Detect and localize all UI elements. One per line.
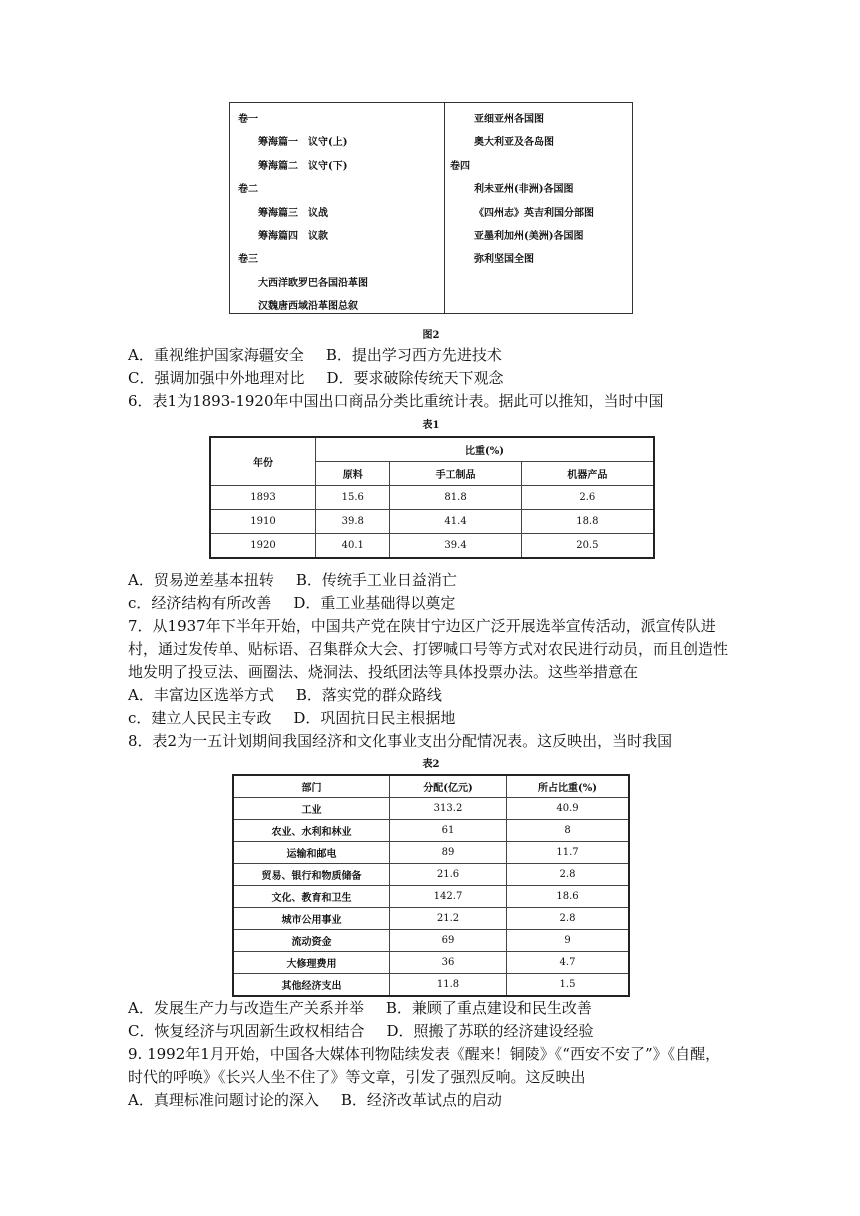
fig-left-line: 卷二 [238,184,258,196]
t2-dept: 运输和邮电 [233,842,390,864]
table-row [233,864,629,886]
t2-cell: 1.5 [507,974,630,997]
t1-cell: 18.8 [521,510,654,534]
t1-header-year: 年份 [210,437,316,486]
t2-header: 所占比重(%) [507,775,630,798]
q7-option-c[interactable]: c．建立人民民主专政 [128,709,272,727]
q6-option-a[interactable]: A．贸易逆差基本扭转 [128,571,274,589]
fig-left-line: 筹海篇一 议守(上) [258,137,348,149]
fig-right-line: 亚墨利加州(美洲)各国图 [474,230,584,242]
fig-right-line: 奥大利亚及各岛图 [474,137,554,149]
figure-2-caption: 图2 [422,330,440,341]
t1-year: 1910 [210,510,316,534]
q5-options-row-2 [128,368,504,388]
fig-right-line: 利未亚州(非洲)各国图 [474,184,574,196]
fig-right-line: 弥利坚国全图 [474,254,534,266]
q6-option-b[interactable]: B．传统手工业日益消亡 [295,571,457,589]
t2-dept: 大修理费用 [233,952,390,974]
q8-option-a[interactable]: A．发展生产力与改造生产关系并举 [128,999,364,1017]
fig-left-line: 卷一 [238,114,258,125]
figure-divider [444,103,445,313]
t1-cell: 41.4 [390,510,521,534]
q8-stem: 8．表2为一五计划期间我国经济和文化事业支出分配情况表。这反映出，当时我国 [128,732,673,750]
t1-col-header: 手工制品 [390,462,521,486]
t2-cell: 18.6 [507,886,630,908]
table-1 [209,436,655,559]
figure-right-column [450,108,594,272]
q7-stem-line-1: 7．从1937年下半年开始，中国共产党在陕甘宁边区广泛开展选举宣传活动，派宣传队进 [128,617,716,635]
table-row [210,510,654,534]
q9-stem-line-1: 9. 1992年1月开始，中国各大媒体刊物陆续发表《醒来！铜陵》《“西安不安了”》《自醒， [128,1045,721,1063]
q8-options-row-1 [128,998,592,1018]
t1-header-ratio: 比重(%) [316,437,655,462]
table-row [233,820,629,842]
fig-left-line: 汉魏唐西域沿革图总叙 [258,301,358,313]
q7-stem-line-2: 村，通过发传单、贴标语、召集群众大会、打锣喊口号等方式对农民进行动员，而且创造性 [128,640,729,658]
q9-option-b[interactable]: B．经济改革试点的启动 [340,1091,502,1109]
t2-cell: 40.9 [507,798,630,820]
t2-cell: 8 [507,820,630,842]
table-1-title: 表1 [422,420,440,431]
t2-dept: 工业 [233,798,390,820]
t1-year: 1893 [210,486,316,510]
q6-option-d[interactable]: D．重工业基础得以奠定 [293,594,456,612]
table-row [233,974,629,997]
t2-cell: 61 [390,820,507,842]
fig-left-line: 大西洋欧罗巴各国沿革图 [258,277,368,289]
table-row [210,486,654,510]
t2-dept: 流动资金 [233,930,390,952]
q6-stem: 6．表1为1893-1920年中国出口商品分类比重统计表。据此可以推知，当时中国 [128,392,664,410]
q7-options-row-2 [128,708,455,728]
q8-option-b[interactable]: B．兼顾了重点建设和民生改善 [385,999,592,1017]
table-row [233,842,629,864]
q7-option-d[interactable]: D．巩固抗日民主根据地 [293,709,456,727]
t2-dept: 贸易、银行和物质储备 [233,864,390,886]
table-row [233,930,629,952]
fig-right-line: 《四州志》英吉利国分部图 [474,207,594,219]
fig-left-line: 筹海篇二 议守(下) [258,160,348,172]
t2-cell: 11.8 [390,974,507,997]
t2-dept: 农业、水利和林业 [233,820,390,842]
t1-col-header: 原料 [316,462,390,486]
table-row [233,886,629,908]
q6-option-c[interactable]: c．经济结构有所改善 [128,594,272,612]
table-2 [232,774,630,997]
figure-2-box [229,102,633,314]
q5-option-c[interactable]: C．强调加强中外地理对比 [128,369,305,387]
t1-cell: 39.8 [316,510,390,534]
t2-dept: 文化、教育和卫生 [233,886,390,908]
t1-year: 1920 [210,534,316,559]
t2-header: 分配(亿元) [390,775,507,798]
t1-col-header: 机器产品 [521,462,654,486]
t2-cell: 89 [390,842,507,864]
t1-cell: 39.4 [390,534,521,559]
t2-cell: 11.7 [507,842,630,864]
t2-cell: 69 [390,930,507,952]
q7-option-b[interactable]: B．落实党的群众路线 [295,686,442,704]
fig-left-line: 卷三 [238,254,258,266]
table-row [233,908,629,930]
t2-header: 部门 [233,775,390,798]
fig-left-line: 筹海篇四 议款 [258,230,328,242]
q8-options-row-2 [128,1021,594,1041]
q9-options-row-1 [128,1090,502,1110]
figure-left-column [238,108,368,319]
t1-cell: 20.5 [521,534,654,559]
q6-options-row-1 [128,570,457,590]
q7-stem-line-3: 地发明了投豆法、画圈法、烧洞法、投纸团法等具体投票办法。这些举措意在 [128,663,639,681]
q5-option-d[interactable]: D．要求破除传统天下观念 [326,369,504,387]
q5-option-a[interactable]: A．重视维护国家海疆安全 [128,346,304,364]
fig-right-line: 卷四 [450,160,470,172]
table-row [210,534,654,559]
t2-cell: 36 [390,952,507,974]
q5-options-row-1 [128,345,502,365]
t2-cell: 2.8 [507,864,630,886]
t1-cell: 40.1 [316,534,390,559]
t2-cell: 142.7 [390,886,507,908]
t2-cell: 9 [507,930,630,952]
q8-option-c[interactable]: C．恢复经济与巩固新生政权相结合 [128,1022,365,1040]
t2-cell: 21.6 [390,864,507,886]
t2-cell: 2.8 [507,908,630,930]
table-row [233,952,629,974]
t2-dept: 城市公用事业 [233,908,390,930]
t2-cell: 4.7 [507,952,630,974]
t1-cell: 2.6 [521,486,654,510]
q7-options-row-1 [128,685,442,705]
t1-cell: 15.6 [316,486,390,510]
table-2-title: 表2 [422,759,440,770]
q6-options-row-2 [128,593,455,613]
q8-option-d[interactable]: D．照搬了苏联的经济建设经验 [386,1022,594,1040]
table-row [233,798,629,820]
t2-cell: 313.2 [390,798,507,820]
t1-cell: 81.8 [390,486,521,510]
fig-left-line: 筹海篇三 议战 [258,207,328,219]
q9-stem-line-2: 时代的呼唤》《长兴人坐不住了》等文章，引发了强烈反响。这反映出 [128,1068,586,1086]
q5-option-b[interactable]: B．提出学习西方先进技术 [325,346,502,364]
q7-option-a[interactable]: A．丰富边区选举方式 [128,686,274,704]
t2-cell: 21.2 [390,908,507,930]
t2-dept: 其他经济支出 [233,974,390,997]
q9-option-a[interactable]: A．真理标准问题讨论的深入 [128,1091,319,1109]
fig-right-line: 亚细亚州各国图 [474,114,544,125]
